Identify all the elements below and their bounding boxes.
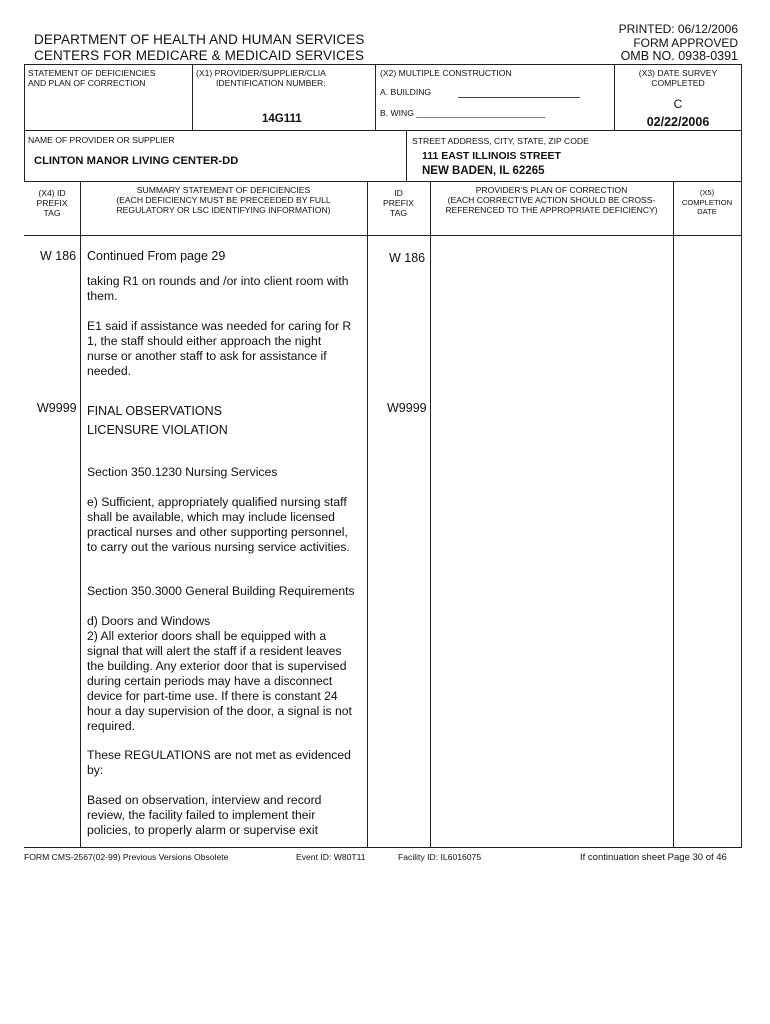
department-line-1: DEPARTMENT OF HEALTH AND HUMAN SERVICES: [34, 32, 365, 47]
form-approved: FORM APPROVED: [633, 35, 738, 50]
final-observations: FINAL OBSERVATIONS LICENSURE VIOLATION: [87, 404, 228, 437]
paragraph-observation: Based on observation, interview and record review, the facility failed to implement their policies, to properly alarm or supervise exit: [87, 793, 322, 837]
paragraph-e1: E1 said if assistance was needed for caring for R 1, the staff should either approach the night nurse or another staff to ask for assistance if needed.: [87, 319, 352, 378]
address-label: STREET ADDRESS, CITY, STATE, ZIP CODE: [412, 136, 589, 146]
omb-number: OMB NO. 0938-0391: [620, 49, 738, 63]
address-line-2: NEW BADEN, IL 62265: [422, 165, 545, 177]
survey-completed-date: 02/22/2006: [646, 115, 710, 129]
prefix-tag-w186: W 186: [40, 249, 77, 263]
department-heading: [34, 32, 364, 64]
multiple-construction-label: (X2) MULTIPLE CONSTRUCTION: [380, 68, 512, 78]
completion-date-header: (X5) COMPLETION DATE: [681, 188, 733, 216]
section-nursing: Section 350.1230 Nursing Services: [87, 465, 278, 479]
x4-header: (X4) ID PREFIX TAG: [36, 188, 68, 218]
id-tag-w9999: W9999: [387, 401, 427, 415]
date-survey-label: (X3) DATE SURVEY COMPLETED: [638, 68, 718, 88]
id-tag-w186: W 186: [389, 251, 426, 265]
building-label: A. BUILDING: [380, 87, 432, 97]
prefix-tag-w9999: W9999: [37, 401, 77, 415]
form-number: FORM CMS-2567(02-99) Previous Versions Obsolete: [24, 852, 229, 862]
provider-name-label: NAME OF PROVIDER OR SUPPLIER: [28, 135, 175, 145]
section-building: Section 350.3000 General Building Requirements: [87, 584, 355, 598]
paragraph-regulations: These REGULATIONS are not met as evidenced by:: [87, 748, 351, 777]
page-number: If continuation sheet Page 30 of 46: [580, 852, 727, 863]
facility-id: Facility ID: IL6016075: [398, 852, 482, 862]
wing-label: B. WING ___________________________: [380, 108, 546, 118]
form-info: [619, 23, 738, 64]
paragraph-doors: d) Doors and Windows 2) All exterior doors shall be equipped with a signal that will alert the staff if a resident leaves the building. Any exterior door that is supervised during certain periods may have a disconnect device for part-time use. If there is constant 24 hour a day supervision of the door, a signal is not required.: [87, 614, 352, 733]
address-line-1: 111 EAST ILLINOIS STREET: [422, 150, 561, 162]
x1-label: (X1) PROVIDER/SUPPLIER/CLIA IDENTIFICATION NUMBER:: [196, 68, 326, 88]
event-id: Event ID: W80T11: [296, 852, 366, 862]
survey-letter: C: [673, 97, 683, 111]
paragraph-staffing: e) Sufficient, appropriately qualified nursing staff shall be available, which may include licensed practical nurses and other supporting personnel, to carry out the various nursing service activities.: [87, 495, 350, 554]
provider-name: CLINTON MANOR LIVING CENTER-DD: [34, 155, 239, 167]
id-prefix-header: ID PREFIX TAG: [382, 188, 415, 218]
department-line-2: CENTERS FOR MEDICARE & MEDICAID SERVICES: [34, 48, 365, 63]
continued-from: Continued From page 29: [87, 249, 226, 263]
statement-label: STATEMENT OF DEFICIENCIES AND PLAN OF CORRECTION: [28, 68, 156, 88]
plan-header: PROVIDER'S PLAN OF CORRECTION (EACH CORRECTIVE ACTION SHOULD BE CROSS- REFERENCED TO THE APPROPRIATE DEFICIENCY): [445, 185, 658, 215]
printed-date: PRINTED: 06/12/2006: [618, 22, 738, 36]
summary-header: SUMMARY STATEMENT OF DEFICIENCIES (EACH DEFICIENCY MUST BE PRECEEDED BY FULL REGULATORY OR LSC IDENTIFYING INFORMATION): [116, 185, 331, 215]
paragraph-rounds: taking R1 on rounds and /or into client room with them.: [87, 274, 349, 303]
provider-id-number: 14G111: [262, 113, 302, 125]
